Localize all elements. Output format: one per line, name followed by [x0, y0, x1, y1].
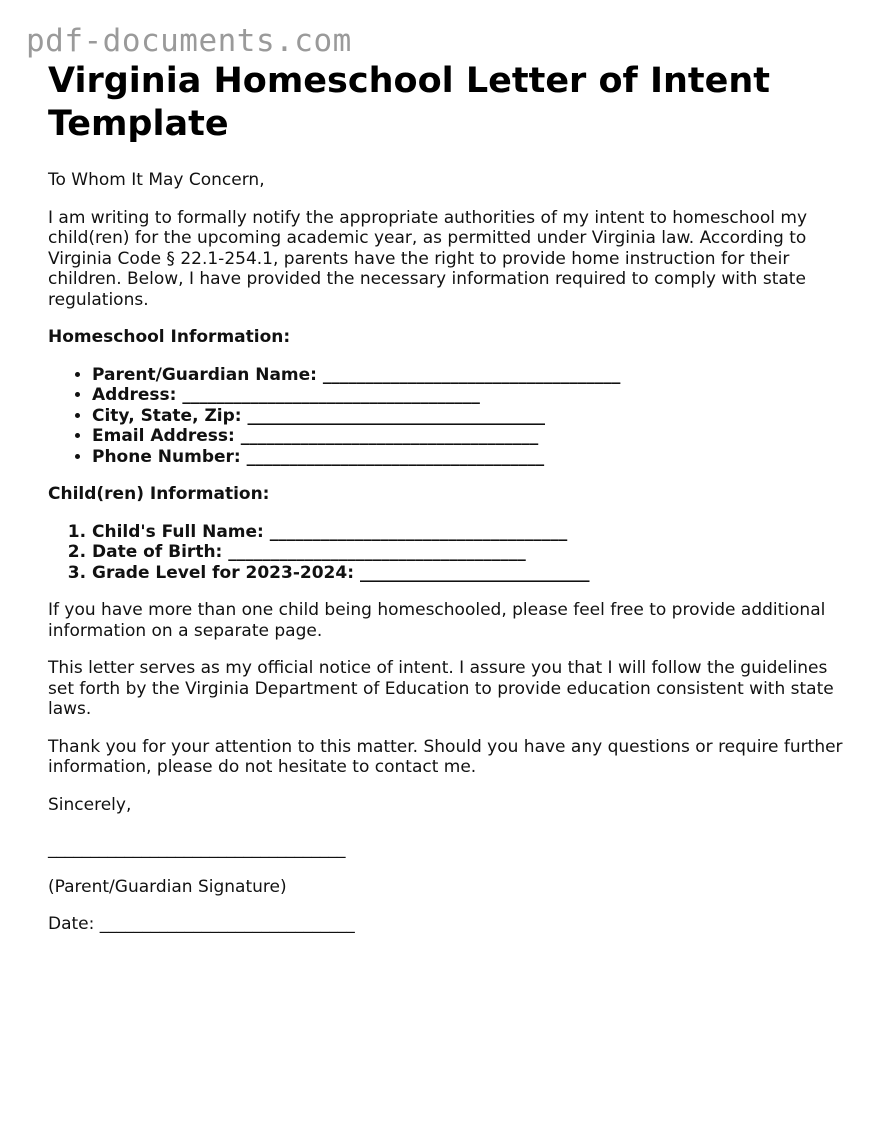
list-item [92, 365, 848, 386]
field-label: Parent/Guardian Name: [92, 364, 317, 385]
fill-in-blank: ___________________________________ [240, 426, 539, 446]
list-item [92, 542, 848, 563]
fill-in-blank: ___________________________ [359, 562, 590, 583]
list-item [92, 563, 848, 584]
field-label: Address: [92, 385, 177, 405]
letter-document [48, 60, 848, 935]
list-item [92, 426, 848, 447]
watermark: pdf-documents.com [26, 23, 352, 59]
greeting: To Whom It May Concern, [48, 170, 265, 190]
list-item [92, 406, 848, 427]
list-item [92, 522, 848, 543]
date-line [48, 914, 848, 935]
signature-line: ___________________________________ [48, 839, 346, 859]
date-blank: ______________________________ [99, 914, 355, 934]
list-item [92, 447, 848, 468]
date-label: Date: [48, 914, 95, 934]
homeschool-info-list [48, 365, 848, 468]
document-title: Virginia Homeschool Letter of Intent Template [48, 61, 771, 144]
children-info-list [48, 522, 848, 584]
field-label: Grade Level for 2023-2024: [92, 562, 355, 583]
intro-paragraph: I am writing to formally notify the appropriate authorities of my intent to homeschool my child(ren) for the upcoming academic year, as permitted under Virginia law. According to Virginia Code § 22.1-254.1, parents have the right to provide home instruction for their children. Below, I have provided the necessary information required to comply with state regulations. [48, 207, 808, 310]
field-label: Child's Full Name: [92, 521, 264, 542]
fill-in-blank: ___________________________________ [247, 405, 545, 426]
homeschool-info-heading: Homeschool Information: [48, 327, 291, 347]
closing: Sincerely, [48, 794, 132, 815]
field-label: Phone Number: [92, 446, 241, 467]
list-item [92, 385, 848, 406]
field-label: Email Address: [92, 426, 235, 446]
fill-in-blank: ___________________________________ [269, 521, 568, 542]
thanks-paragraph: Thank you for your attention to this matter. Should you have any questions or require further information, please do not hesitate to contact me. [48, 736, 843, 777]
signature-caption: (Parent/Guardian Signature) [48, 876, 287, 897]
fill-in-blank: ___________________________________ [228, 542, 526, 562]
field-label: Date of Birth: [92, 542, 223, 562]
fill-in-blank: ___________________________________ [246, 446, 545, 467]
field-label: City, State, Zip: [92, 405, 242, 426]
extra-children-note: If you have more than one child being homeschooled, please feel free to provide additional information on a separate page. [48, 600, 826, 641]
fill-in-blank: ___________________________________ [182, 385, 480, 405]
official-notice-paragraph: This letter serves as my official notice of intent. I assure you that I will follow the guidelines set forth by the Virginia Department of Education to provide education consistent with state laws. [48, 658, 834, 719]
fill-in-blank: ___________________________________ [322, 364, 621, 385]
children-info-heading: Child(ren) Information: [48, 484, 270, 504]
